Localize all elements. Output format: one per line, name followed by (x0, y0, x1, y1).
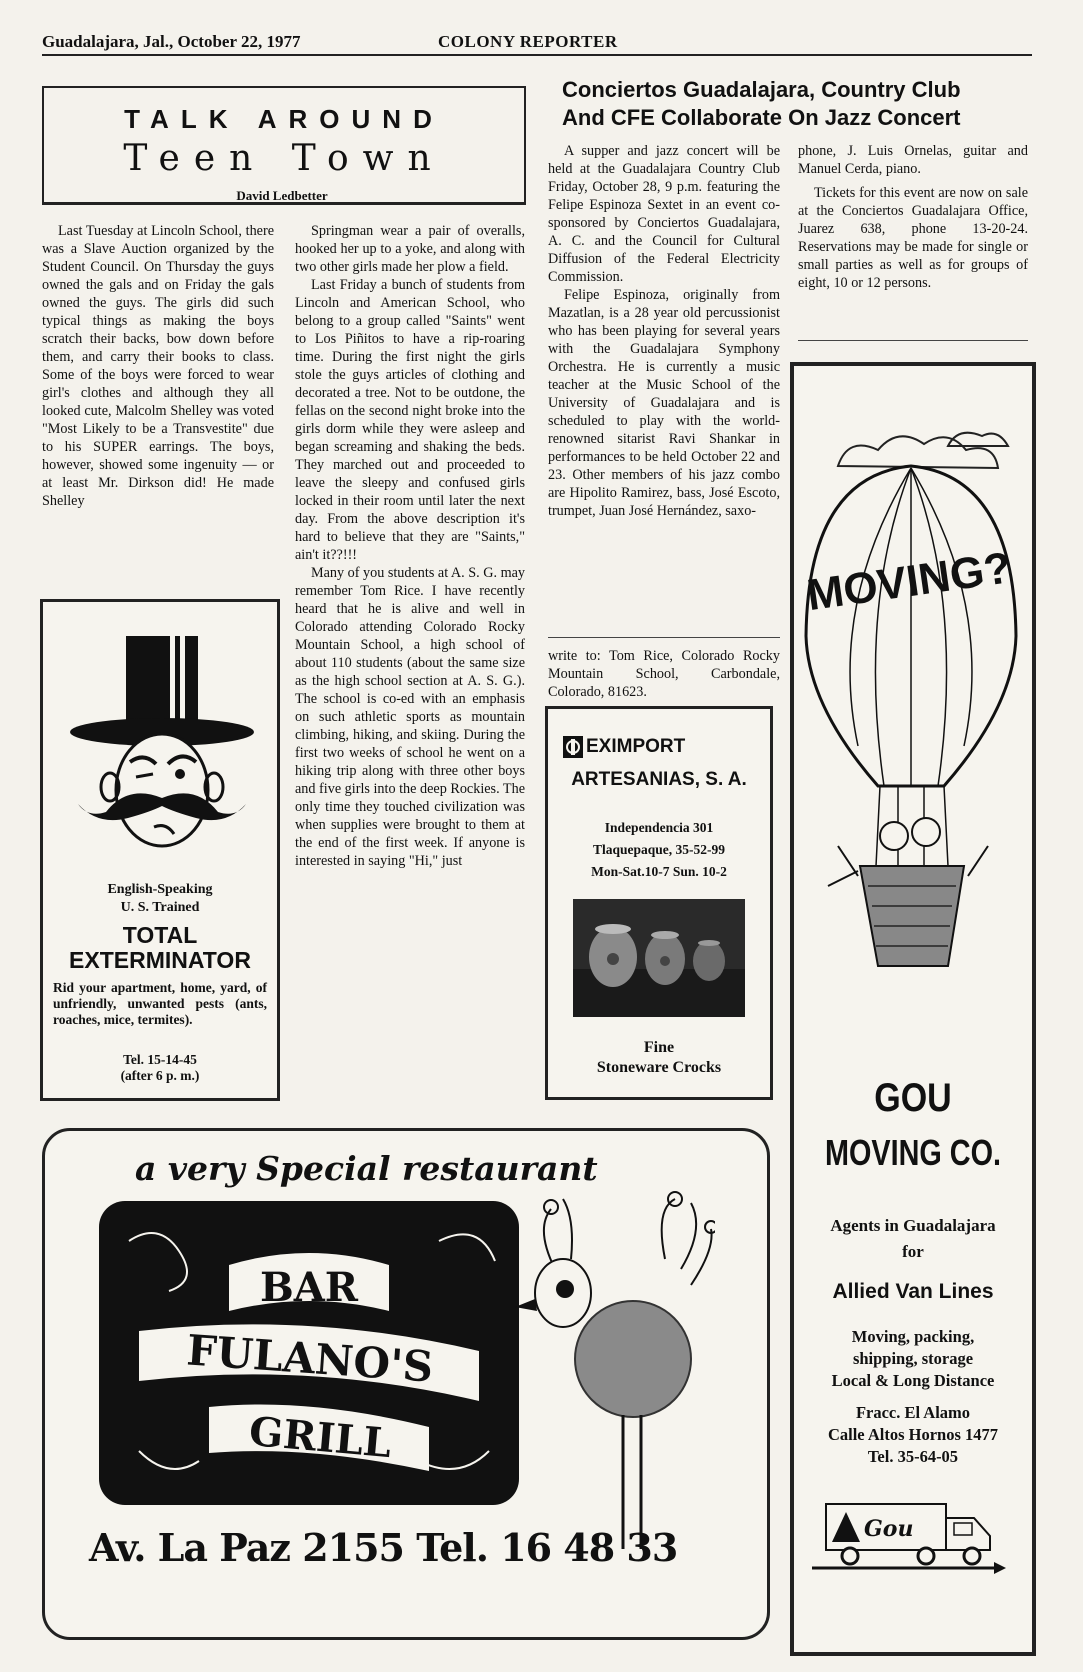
address-line: Calle Altos Hornos 1477 (827, 1425, 999, 1444)
services-line: Moving, packing, (851, 1327, 975, 1346)
stoneware-crocks-photo (573, 899, 745, 1017)
balloon-text: MOVING? (803, 543, 1015, 621)
paragraph: phone, J. Luis Ornelas, guitar and Manuel Cerda, piano. (798, 143, 1028, 177)
bird-illustration (515, 1189, 715, 1549)
company-name: MOVING CO. (824, 1132, 1001, 1173)
photo-caption: Fine (643, 1039, 675, 1056)
article-column-4 (798, 142, 1028, 292)
ad-text: English-Speaking (107, 882, 213, 897)
restaurant-address: Av. La Paz 2155 Tel. 16 48 33 (89, 1525, 678, 1570)
column-rule (548, 637, 780, 638)
paragraph: Last Friday a bunch of students from Lincoln and American School, who belong to a group called "Saints" went to Los Piñitos to have a rip-roaring time. During the first night the girls stole the guys articles of clothing and decorated a tree. Not to be outdone, the fellas on the second night broke into the girls dorm while they were asleep and began screaming and shaking the beds. They marched out and proceeded to leave the sleepy and confused girls locked in their room until later the next day. From the above description it's hard to believe that they are "Saints," ain't it??!!! (295, 277, 525, 563)
ad-address (794, 1402, 1032, 1468)
header-rule (42, 54, 1032, 56)
moving-company-ad (790, 362, 1036, 1656)
column-subtitle: Teen Town (123, 138, 445, 179)
top-hat-man-illustration (58, 622, 262, 872)
ad-tagline: a very Special restaurant (135, 1149, 598, 1188)
headline-line: And CFE Collaborate On Jazz Concert (562, 105, 961, 130)
address-line: Independencia 301 (604, 820, 714, 835)
truck-logo: Gou (864, 1516, 914, 1542)
newspaper-name: COLONY REPORTER (438, 32, 618, 51)
headline-line: Conciertos Guadalajara, Country Club (562, 77, 961, 102)
ad-text: Agents in Guadalajara (830, 1216, 996, 1235)
moving-truck-icon (806, 1496, 1016, 1582)
restaurant-ad (42, 1128, 770, 1640)
services-line: Local & Long Distance (831, 1371, 995, 1390)
photo-caption: Stoneware Crocks (596, 1059, 722, 1076)
services-line: shipping, storage (852, 1349, 974, 1368)
paragraph: A supper and jazz concert will be held at the Guadalajara Country Club Friday, October 28, 9 p.m. featuring the Felipe Espinoza Sextet in an event co-sponsored by Conciertos Guadalajara, A. C. and the Council for Cultural Diffusion of the Federal Electricity Commission. (548, 143, 780, 285)
ad-address (548, 817, 770, 883)
address-line: Fracc. El Alamo (855, 1403, 971, 1422)
ad-hours: (after 6 p. m.) (120, 1068, 200, 1083)
sign-text: FULANO'S (185, 1325, 435, 1392)
column-rule (798, 340, 1028, 341)
paragraph: Last Tuesday at Lincoln School, there was a Slave Auction organized by the Student Council. On Thursday the guys owned the gals and on Friday the gals owned the guys. The girls did such typical things as making the boys scratch their backs, bow down before them, and carry their books to class. Some of the boys were forced to wear girl's clothes and although they all looked cute, Malcolm Shelley was voted "Most Likely to be a Transvestite" due to his SUPER earrings. The boys, however, showed some ingenuity — or at least Mr. Dirkson did! He made Shelley (42, 223, 274, 509)
ad-text: U. S. Trained (120, 900, 200, 915)
address-line: Tlaquepaque, 35-52-99 (592, 842, 726, 857)
article-continuation (548, 647, 780, 701)
article-column-1 (42, 222, 274, 510)
hours-line: Mon-Sat.10-7 Sun. 10-2 (591, 864, 727, 879)
ad-text: for (902, 1242, 924, 1261)
paragraph: write to: Tom Rice, Colorado Rocky Mountain School, Carbondale, Colorado, 81623. (548, 648, 780, 700)
eximport-logo-icon (562, 735, 584, 759)
column-title: TALK AROUND (124, 104, 444, 134)
ad-title: TOTAL (122, 922, 198, 948)
exterminator-ad (40, 599, 280, 1101)
ad-company: ARTESANIAS, S. A. (571, 769, 747, 790)
company-name: GOU (874, 1076, 952, 1120)
ad-title: EXIMPORT (586, 736, 686, 757)
ad-body: Rid your apartment, home, yard, of unfriendly, unwanted pests (ants, roaches, mice, termites). (53, 980, 267, 1027)
byline: David Ledbetter (236, 188, 328, 203)
ad-services (794, 1326, 1032, 1392)
article-column-2 (295, 222, 525, 870)
ad-title: Allied Van Lines (832, 1280, 994, 1303)
bar-sign-illustration (99, 1201, 519, 1505)
article-headline (562, 76, 1032, 132)
ad-phone: Tel. 15-14-45 (123, 1052, 197, 1067)
hot-air-balloon-illustration (798, 406, 1024, 1016)
paragraph: Felipe Espinoza, originally from Mazatlan, is a 28 year old percussionist who has been playing for several years with the Guadalajara Symphony Orchestra. He is currently a music teacher at the Music School of the University of Guadalajara and is scheduled to play with the world-renowned sitarist Ravi Shankar in performances to be held October 22 and 23. Other members of his jazz combo are Hipolito Ramirez, bass, José Escoto, trumpet, Juan José Hernández, saxo- (548, 287, 780, 519)
dateline: Guadalajara, Jal., October 22, 1977 (42, 32, 301, 51)
ad-title: EXTERMINATOR (69, 947, 251, 973)
paragraph: Many of you students at A. S. G. may remember Tom Rice. I have recently heard that he is alive and well in Colorado attending Colorado Rocky Mountain School, a high school of about 110 students (about the same size as the high school section at A. S. G.). The school is co-ed with an emphasis on such athletic sports as mountain climbing, hiking, and skiing. During the first two weeks of school he went on a hiking trip along with three other boys and five girls into the deep Rockies. The only time they touched civilization was when supplies were brought to them at the end of the first week. If anyone is interested in saying "Hi," just (295, 565, 525, 869)
address-line: Tel. 35-64-05 (867, 1447, 959, 1466)
sign-text: BAR (259, 1264, 359, 1311)
article-column-3 (548, 142, 780, 520)
eximport-ad (545, 706, 773, 1100)
paragraph: Springman wear a pair of overalls, hooked her up to a yoke, and along with two other girls made her plow a field. (295, 223, 525, 275)
sign-text: GRILL (247, 1407, 394, 1468)
paragraph: Tickets for this event are now on sale at the Conciertos Guadalajara Office, Juarez 638, phone 13-20-24. Reservations may be made for single or small parties as well as for groups of eight, 10 or 12 persons. (798, 185, 1028, 291)
